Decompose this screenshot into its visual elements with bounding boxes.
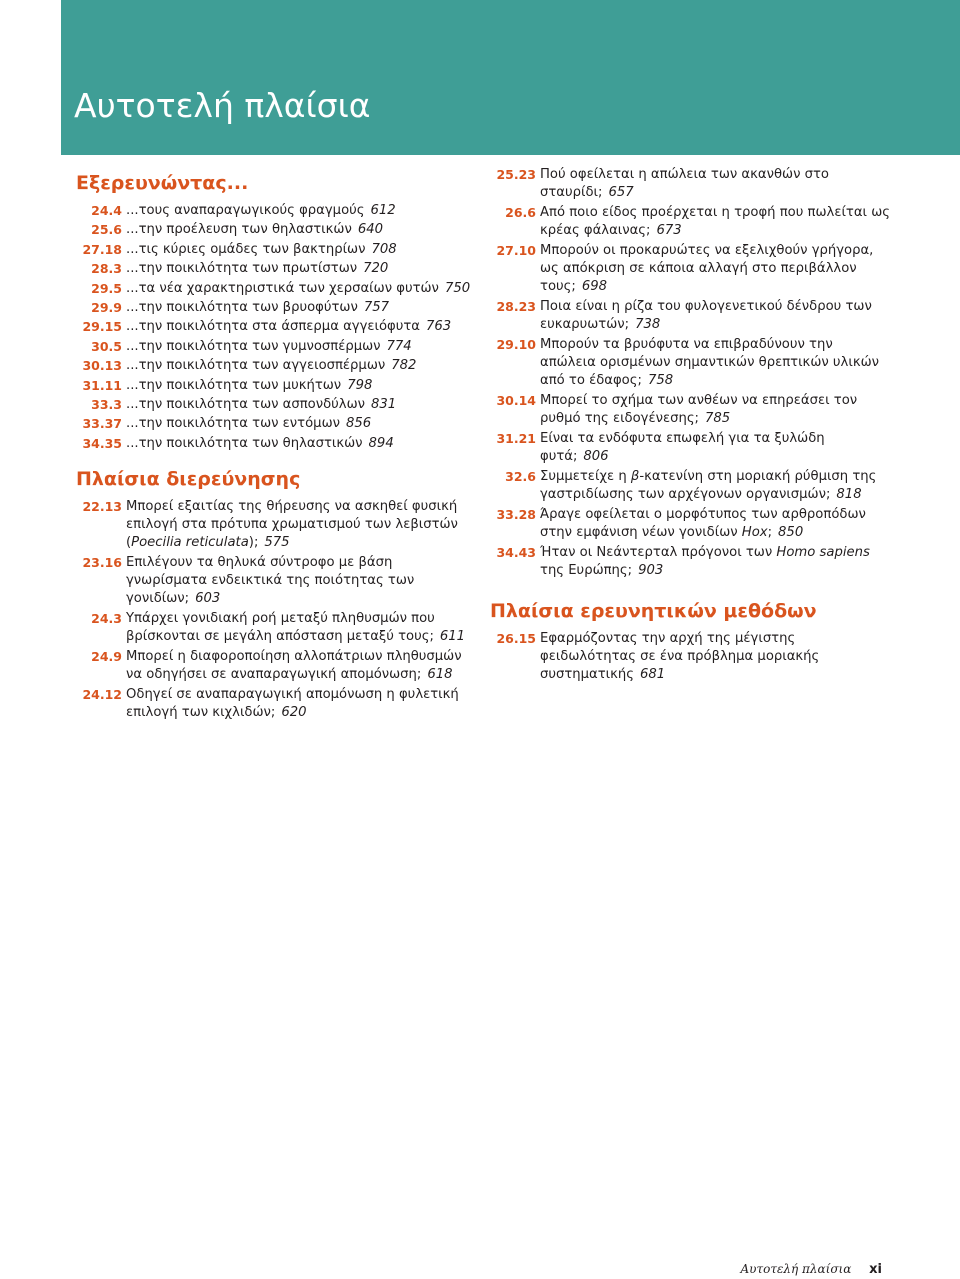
entry-text: ...τα νέα χαρακτηριστικά των χερσαίων φυτών 750 (126, 280, 471, 296)
entry-page: 798 (347, 377, 373, 393)
entry-text: ...την ποικιλότητα των εντόμων 856 (126, 416, 372, 432)
list-item[interactable] (76, 686, 476, 722)
list-item[interactable] (76, 338, 476, 356)
entry-text: Οδηγεί σε αναπαραγωγική απομόνωση η φυλετική επιλογή των κιχλιδών; 620 (126, 687, 459, 721)
methods-list (490, 630, 892, 684)
entry-number: 34.35 (82, 435, 122, 451)
entry-page: 673 (656, 223, 682, 238)
entry-text: Εφαρμόζοντας την αρχή της μέγιστης φειδωλότητας σε ένα πρόβλημα μοριακής συστηματικής 681 (540, 631, 820, 682)
inquiry-heading: Πλαίσια διερεύνησης (76, 468, 301, 491)
list-item[interactable] (490, 298, 892, 334)
entry-number: 28.23 (496, 299, 536, 314)
entry-page: 774 (386, 338, 412, 354)
entry-page: 720 (363, 261, 389, 277)
entry-page: 708 (371, 241, 397, 257)
entry-page: 763 (426, 319, 452, 335)
list-item[interactable] (490, 204, 892, 240)
entry-text: Μπορεί εξαιτίας της θήρευσης να ασκηθεί φυσική επιλογή στα πρότυπα χρωματισμού των λεβιστών (Poecilia reticulata); 575 (126, 499, 458, 551)
page-title: Αυτοτελή πλαίσια (74, 86, 371, 125)
entry-text: Άραγε οφείλεται ο μορφότυπος των αρθροπόδων στην εμφάνιση νέων γονιδίων Hox; 850 (540, 507, 866, 540)
entry-number: 33.28 (496, 507, 536, 522)
list-item[interactable] (76, 377, 476, 395)
entry-page: 806 (583, 449, 609, 464)
entry-number: 29.5 (91, 280, 122, 296)
list-item[interactable] (76, 648, 476, 684)
list-item[interactable] (490, 430, 892, 466)
list-item[interactable] (76, 554, 476, 608)
entry-text: ...την ποικιλότητα των αγγειοσπέρμων 782 (126, 358, 417, 374)
entry-page: 785 (705, 411, 731, 426)
entry-page: 750 (444, 280, 471, 296)
entry-number: 29.10 (496, 337, 536, 352)
list-item[interactable] (76, 299, 476, 317)
entry-number: 25.23 (496, 167, 536, 182)
list-item[interactable] (76, 280, 476, 298)
entry-page: 640 (357, 222, 383, 238)
right-column (490, 166, 892, 686)
entry-page: 894 (368, 435, 394, 451)
entry-text: Από ποιο είδος προέρχεται η τροφή που πωλείται ως κρέας φάλαινας; 673 (540, 205, 890, 238)
entry-number: 33.3 (91, 396, 122, 412)
entry-text: Ήταν οι Νεάντερταλ πρόγονοι των Homo sapiens της Ευρώπης; 903 (540, 545, 870, 578)
footer-title: Αυτοτελή πλαίσια (740, 1262, 852, 1276)
page-footer (741, 1262, 882, 1277)
entry-page: 681 (640, 667, 666, 682)
entry-number: 24.3 (91, 611, 122, 627)
entry-text: ...την ποικιλότητα των μυκήτων 798 (126, 377, 373, 393)
entry-text: Ποια είναι η ρίζα του φυλογενετικού δένδρου των ευκαρυωτών; 738 (540, 299, 872, 332)
entry-number: 24.12 (82, 687, 122, 703)
list-item[interactable] (76, 318, 476, 336)
entry-text: ...την προέλευση των θηλαστικών 640 (126, 222, 383, 238)
entry-number: 24.9 (91, 649, 122, 665)
entry-number: 27.18 (82, 241, 122, 257)
inquiry-list-right (490, 166, 892, 580)
entry-text: Πού οφείλεται η απώλεια των ακανθών στο σταυρίδι; 657 (540, 167, 829, 200)
entry-page: 782 (391, 358, 417, 374)
explore-list (76, 202, 476, 453)
entry-number: 28.3 (91, 261, 122, 277)
entry-page: 657 (608, 185, 634, 200)
entry-number: 30.14 (496, 393, 536, 408)
entry-text: Μπορεί η διαφοροποίηση αλλοπάτριων πληθυσμών να οδηγήσει σε αναπαραγωγική απομόνωση; 618 (126, 649, 462, 683)
entry-page: 698 (581, 279, 607, 294)
entry-page: 757 (363, 299, 390, 315)
entry-number: 22.13 (82, 499, 122, 515)
entry-number: 32.6 (505, 469, 536, 484)
entry-number: 27.10 (496, 243, 536, 258)
entry-text: Είναι τα ενδόφυτα επωφελή για τα ξυλώδη φυτά; 806 (540, 431, 825, 464)
list-item[interactable] (76, 415, 476, 433)
page-number: xi (869, 1262, 882, 1277)
explore-heading: Εξερευνώντας... (76, 172, 249, 194)
entry-text: Μπορεί το σχήμα των ανθέων να επηρεάσει τον ρυθμό της ειδογένεσης; 785 (540, 393, 858, 426)
entry-number: 29.9 (91, 299, 122, 315)
entry-page: 831 (371, 396, 397, 412)
list-item[interactable] (76, 498, 476, 552)
entry-page: 603 (195, 591, 221, 607)
entry-page: 575 (264, 535, 290, 551)
list-item[interactable] (490, 468, 892, 504)
entry-page: 818 (836, 487, 862, 502)
entry-number: 24.4 (91, 203, 122, 218)
list-item[interactable] (76, 202, 476, 220)
entry-text: Συμμετείχε η β-κατενίνη στη μοριακή ρύθμιση της γαστριδίωσης των αρχέγονων οργανισμών; 818 (540, 469, 877, 502)
inquiry-list-left (76, 498, 476, 722)
list-item[interactable] (76, 396, 476, 414)
entry-text: Μπορούν οι προκαρυώτες να εξελιχθούν γρήγορα, ως απόκριση σε κάποια αλλαγή στο περιβάλλον τους; 698 (540, 243, 874, 294)
entry-page: 620 (281, 705, 307, 721)
entry-text: ...την ποικιλότητα των πρωτίστων 720 (126, 261, 389, 277)
entry-text: ...την ποικιλότητα των γυμνοσπέρμων 774 (126, 338, 412, 354)
entry-number: 29.15 (82, 319, 122, 335)
entry-number: 25.6 (91, 222, 122, 238)
entry-page: 618 (427, 667, 453, 683)
entry-text: Μπορούν τα βρυόφυτα να επιβραδύνουν την απώλεια ορισμένων σημαντικών θρεπτικών υλικών από το έδαφος; 758 (540, 337, 880, 388)
entry-text: Υπάρχει γονιδιακή ροή μεταξύ πληθυσμών που βρίσκονται σε μεγάλη απόσταση μεταξύ τους; 611 (126, 611, 466, 645)
entry-number: 26.15 (496, 631, 536, 646)
entry-number: 34.43 (496, 545, 536, 560)
entry-number: 23.16 (82, 555, 122, 571)
entry-number: 33.37 (82, 416, 122, 432)
list-item[interactable] (76, 221, 476, 239)
entry-text: ...την ποικιλότητα των ασπονδύλων 831 (126, 396, 397, 412)
list-item[interactable] (490, 630, 892, 684)
entry-text: ...την ποικιλότητα στα άσπερμα αγγειόφυτα 763 (126, 319, 452, 335)
list-item[interactable] (76, 241, 476, 259)
entry-page: 903 (638, 563, 664, 578)
list-item[interactable] (490, 392, 892, 428)
left-column (76, 172, 476, 724)
entry-number: 26.6 (505, 205, 536, 220)
entry-page: 856 (345, 416, 372, 432)
entry-page: 850 (778, 525, 804, 540)
list-item[interactable] (490, 506, 892, 542)
entry-text: ...τους αναπαραγωγικούς φραγμούς 612 (126, 203, 396, 218)
entry-number: 30.13 (82, 358, 122, 374)
entry-page: 758 (647, 373, 674, 388)
list-item[interactable] (490, 242, 892, 296)
list-item[interactable] (76, 435, 476, 453)
entry-page: 612 (370, 203, 396, 218)
entry-text: Επιλέγουν τα θηλυκά σύντροφο με βάση γνωρίσματα ενδεικτικά της ποιότητας των γονιδίων; 603 (126, 555, 415, 607)
entry-text: ...την ποικιλότητα των θηλαστικών 894 (126, 435, 394, 451)
entry-page: 738 (635, 317, 661, 332)
entry-number: 30.5 (91, 338, 122, 354)
list-item[interactable] (490, 166, 892, 202)
list-item[interactable] (490, 544, 892, 580)
entry-text: ...τις κύριες ομάδες των βακτηρίων 708 (126, 241, 397, 257)
entry-number: 31.21 (496, 431, 536, 446)
entry-number: 31.11 (82, 377, 122, 393)
list-item[interactable] (76, 260, 476, 278)
methods-heading: Πλαίσια ερευνητικών μεθόδων (490, 600, 817, 622)
list-item[interactable] (490, 336, 892, 390)
list-item[interactable] (76, 357, 476, 375)
entry-page: 611 (439, 629, 466, 645)
header-band (61, 0, 960, 155)
entry-text: ...την ποικιλότητα των βρυοφύτων 757 (126, 299, 390, 315)
list-item[interactable] (76, 610, 476, 646)
